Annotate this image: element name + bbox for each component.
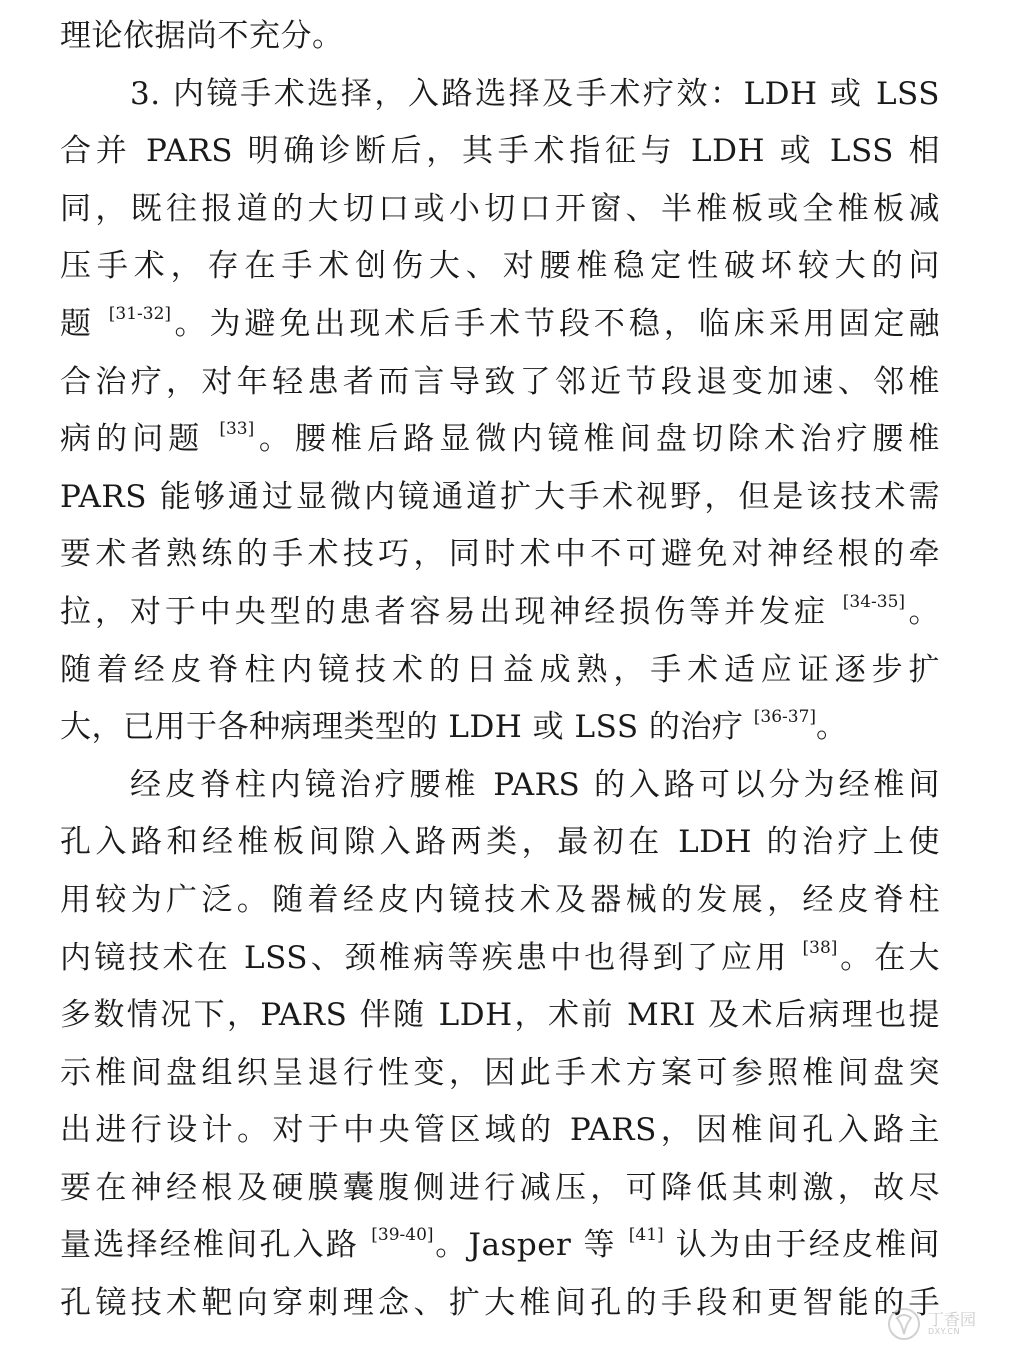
citation: [34-35] <box>842 591 906 612</box>
text-line: 拉，对于中央型的患者容易出现神经损伤等并发症 [34-35]。 <box>60 591 940 630</box>
text-line: 随着经皮脊柱内镜技术的日益成熟，手术适应证逐步扩 <box>60 651 940 688</box>
text-line: 多数情况下，PARS 伴随 LDH，术前 MRI 及术后病理也提 <box>60 997 940 1034</box>
watermark <box>886 1306 976 1342</box>
text-line: 病的问题 [33]。腰椎后路显微内镜椎间盘切除术治疗腰椎 <box>60 419 941 458</box>
text-line: 合并 PARS 明确诊断后，其手术指征与 LDH 或 LSS 相 <box>60 133 940 170</box>
text-line: 同，既往报道的大切口或小切口开窗、半椎板或全椎板减 <box>60 190 940 227</box>
text-line: 示椎间盘组织呈退行性变，因此手术方案可参照椎间盘突 <box>60 1054 940 1091</box>
text-line: 量选择经椎间孔入路 [39-40]。Jasper 等 [41] 认为由于经皮椎间 <box>60 1225 940 1264</box>
watermark-text: 丁香园 <box>927 1309 976 1329</box>
paragraph-start-line: 经皮脊柱内镜治疗腰椎 PARS 的入路可以分为经椎间 <box>130 766 940 803</box>
citation: [39-40] <box>371 1225 434 1246</box>
text-line: 孔镜技术靶向穿刺理念、扩大椎间孔的手段和更智能的手 <box>60 1285 940 1322</box>
text-line: 理论依据尚不充分。 <box>60 18 344 54</box>
citation: [38] <box>802 937 838 958</box>
text-line: 出进行设计。对于中央管区域的 PARS，因椎间孔入路主 <box>60 1112 940 1149</box>
text-line: 内镜技术在 LSS、颈椎病等疾患中也得到了应用 [38]。在大 <box>60 937 940 976</box>
paragraph-start-line: 3. 内镜手术选择，入路选择及手术疗效：LDH 或 LSS <box>130 75 940 112</box>
text-line: 要在神经根及硬膜囊腹侧进行减压，可降低其刺激，故尽 <box>60 1169 940 1206</box>
text-line: PARS 能够通过显微内镜通道扩大手术视野，但是该技术需 <box>60 478 940 515</box>
watermark-subtext: DXY.CN <box>927 1327 961 1337</box>
text-line: 合治疗，对年轻患者而言导致了邻近节段退变加速、邻椎 <box>60 363 940 400</box>
citation: [36-37] <box>753 707 817 728</box>
text-line: 用较为广泛。随着经皮内镜技术及器械的发展，经皮脊柱 <box>60 881 940 918</box>
text-line: 大，已用于各种病理类型的 LDH 或 LSS 的治疗 [36-37]。 <box>60 707 848 746</box>
text-line: 题 [31-32]。为避免出现术后手术节段不稳，临床采用固定融 <box>60 303 940 342</box>
text-line: 孔入路和经椎板间隙入路两类，最初在 LDH 的治疗上使 <box>60 824 940 861</box>
text-line: 要术者熟练的手术技巧，同时术中不可避免对神经根的牵 <box>60 536 940 573</box>
text-line: 压手术，存在手术创伤大、对腰椎稳定性破坏较大的问 <box>60 248 940 285</box>
citation: [31-32] <box>108 303 172 324</box>
citation: [41] <box>628 1225 664 1246</box>
article-body <box>60 0 940 1333</box>
citation: [33] <box>219 419 255 440</box>
dxy-logo-icon <box>886 1306 922 1342</box>
